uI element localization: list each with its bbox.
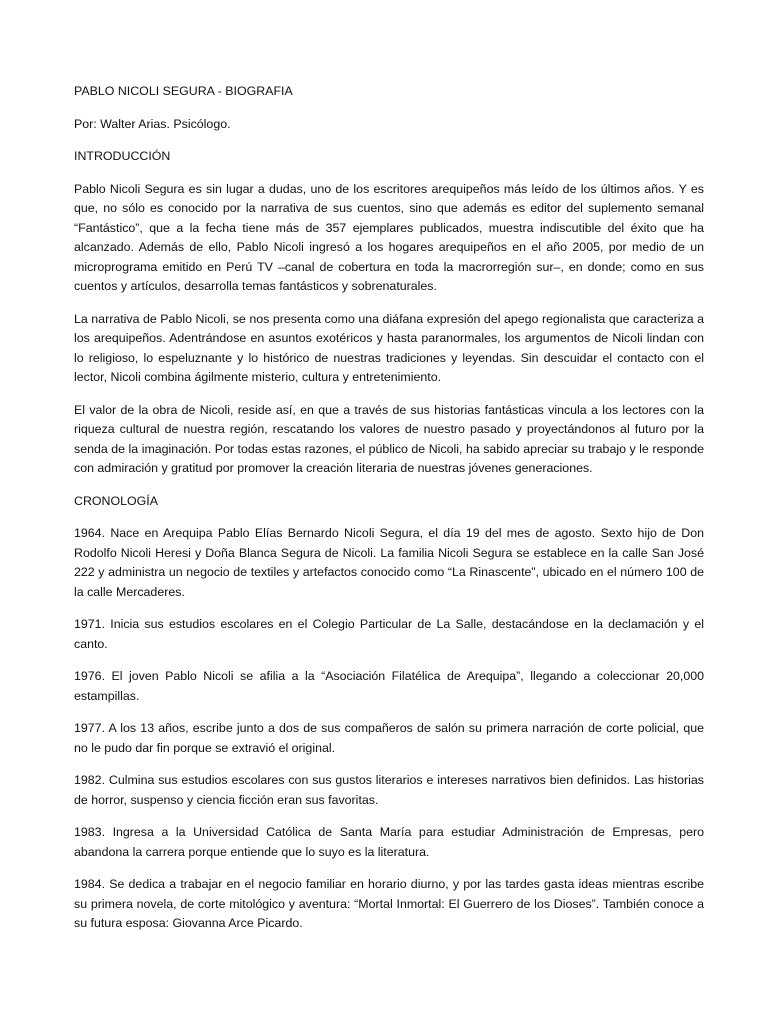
chronology-entry-1976: 1976. El joven Pablo Nicoli se afilia a la “Asociación Filatélica de Arequipa”, llegando a coleccionar 20,000 estampillas. — [74, 669, 704, 703]
document-page — [74, 82, 704, 947]
chronology-entry-1971: 1971. Inicia sus estudios escolares en el Colegio Particular de La Salle, destacándose en la declamación y el canto. — [74, 617, 704, 651]
chronology-section — [74, 492, 704, 934]
chronology-entry-1983: 1983. Ingresa a la Universidad Católica de Santa María para estudiar Administración de Empresas, pero abandona la carrera porque entiende que lo suyo es la literatura. — [74, 825, 704, 859]
intro-paragraph-2: La narrativa de Pablo Nicoli, se nos presenta como una diáfana expresión del apego regionalista que caracteriza a los arequipeños. Adentrándose en asuntos exotéricos y hasta paranormales, los argumentos de Nicoli lindan con lo religioso, lo espeluznante y lo histórico de nuestras tradiciones y leyendas. Sin descuidar el contacto con el lector, Nicoli combina ágilmente misterio, cultura y entretenimiento. — [74, 311, 704, 384]
chronology-entry-1982: 1982. Culmina sus estudios escolares con sus gustos literarios e intereses narrativos bien definidos. Las historias de horror, suspenso y ciencia ficción eran sus favoritas. — [74, 773, 704, 807]
chronology-entry-1984: 1984. Se dedica a trabajar en el negocio familiar en horario diurno, y por las tardes gasta ideas mientras escribe su primera novela, de corte mitológico y aventura: “Mortal Inmortal: El Guerrero de los Dioses”. También conoce a su futura esposa: Giovanna Arce Picardo. — [74, 877, 704, 930]
chronology-entry-1977: 1977. A los 13 años, escribe junto a dos de sus compañeros de salón su primera narración de corte policial, que no le pudo dar fin porque se extravió el original. — [74, 721, 704, 755]
introduction-heading: INTRODUCCIÓN — [74, 149, 171, 163]
document-title: PABLO NICOLI SEGURA - BIOGRAFIA — [74, 84, 293, 98]
chronology-entry-1964: 1964. Nace en Arequipa Pablo Elías Bernardo Nicoli Segura, el día 19 del mes de agosto. Sexto hijo de Don Rodolfo Nicoli Heresi y Doña Blanca Segura de Nicoli. La familia Nicoli Segura se establece en la calle San José 222 y administra un negocio de textiles y artefactos conocido como “La Rinascente”, ubicado en el número 100 de la calle Mercaderes. — [74, 526, 704, 599]
introduction-section — [74, 147, 704, 479]
intro-paragraph-3: El valor de la obra de Nicoli, reside así, en que a través de sus historias fantásticas vincula a los lectores con la riqueza cultural de nuestra región, rescatando los valores de nuestro pasado y proyectándonos al futuro por la senda de la imaginación. Por todas estas razones, el público de Nicoli, ha sabido apreciar su trabajo y le responde con admiración y gratitud por promover la creación literaria de nuestras jóvenes generaciones. — [74, 402, 704, 475]
chronology-heading: CRONOLOGÍA — [74, 493, 158, 508]
author-line: Por: Walter Arias. Psicólogo. — [74, 116, 231, 131]
intro-paragraph-1: Pablo Nicoli Segura es sin lugar a dudas, uno de los escritores arequipeños más leído de los últimos años. Y es que, no sólo es conocido por la narrativa de sus cuentos, sino que además es editor del suplemento semanal “Fantástico”, que a la fecha tiene más de 357 ejemplares publicados, muestra indiscutible del éxito que ha alcanzado. Además de ello, Pablo Nicoli ingresó a los hogares arequipeños en el año 2005, por medio de un microprograma emitido en Perú TV –canal de cobertura en toda la macrorregión sur–, en donde; como en sus cuentos y artículos, desarrolla temas fantásticos y sobrenaturales. — [74, 181, 704, 293]
